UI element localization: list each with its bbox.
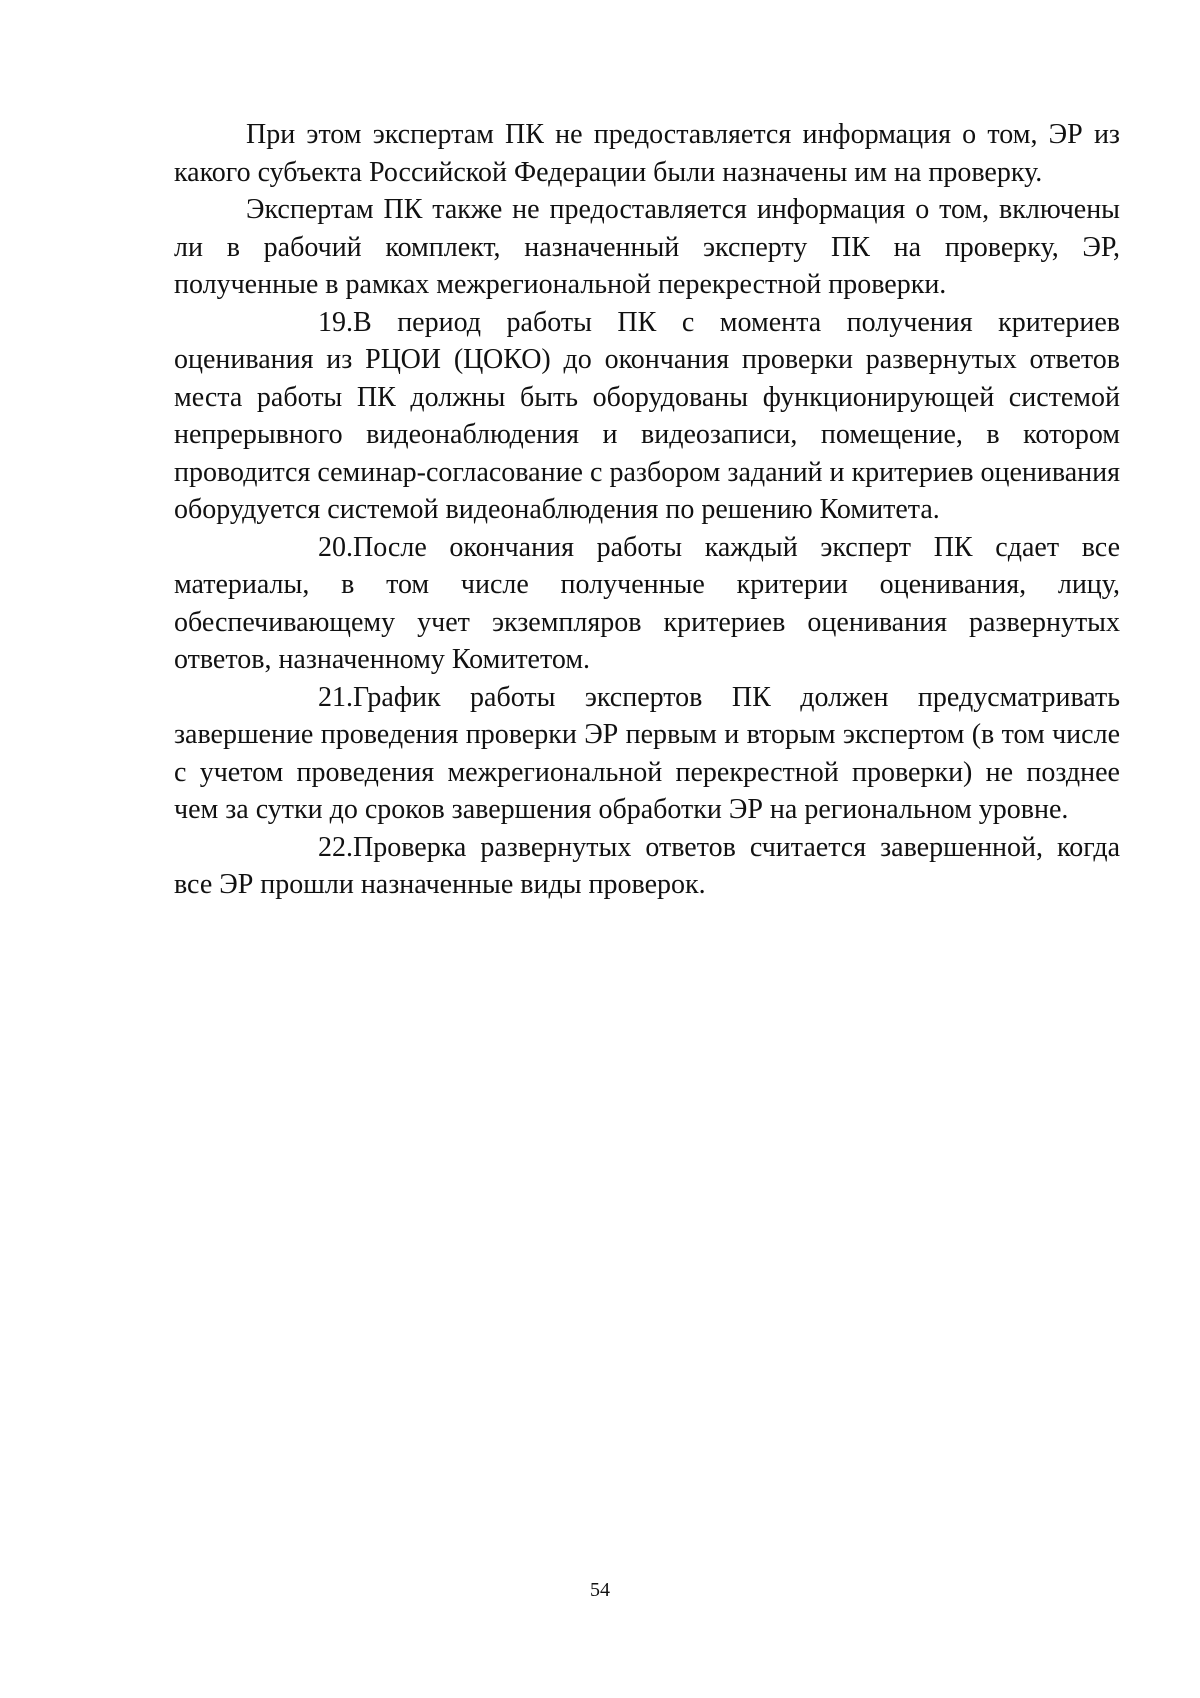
paragraph-text: Проверка развернутых ответов считается завершенной, когда все ЭР прошли назначенные виды проверок. xyxy=(174,831,1120,900)
paragraph-number: 20. xyxy=(318,531,353,563)
document-body xyxy=(174,116,1120,904)
paragraph-item-22 xyxy=(174,829,1120,904)
paragraph-number: 21. xyxy=(318,681,353,713)
paragraph-text: График работы экспертов ПК должен предусматривать завершение проведения проверки ЭР первым и вторым экспертом (в том числе с учетом проведения межрегиональной перекрестной проверки) не позднее чем за сутки до сроков завершения обработки ЭР на региональном уровне. xyxy=(174,681,1120,825)
paragraph-text: При этом экспертам ПК не предоставляется информация о том, ЭР из какого субъекта Российской Федерации были назначены им на проверку. xyxy=(174,119,1120,188)
paragraph-number: 22. xyxy=(318,831,353,863)
paragraph-item-19 xyxy=(174,304,1120,529)
paragraph-experts-region-info xyxy=(174,116,1120,191)
paragraph-number: 19. xyxy=(318,306,353,338)
paragraph-text: После окончания работы каждый эксперт ПК сдает все материалы, в том числе полученные критерии оценивания, лицу, обеспечивающему учет экземпляров критериев оценивания развернутых ответов, назначенному Комитетом. xyxy=(174,531,1120,675)
paragraph-text: В период работы ПК с момента получения критериев оценивания из РЦОИ (ЦОКО) до окончания проверки развернутых ответов места работы ПК должны быть оборудованы функционирующей системой непрерывного видеонаблюдения и видеозаписи, помещение, в котором проводится семинар-согласование с разбором заданий и критериев оценивания оборудуется системой видеонаблюдения по решению Комитета. xyxy=(174,306,1120,525)
paragraph-item-21 xyxy=(174,679,1120,829)
paragraph-item-20 xyxy=(174,529,1120,679)
page-number: 54 xyxy=(590,1579,610,1601)
paragraph-experts-cross-check-info xyxy=(174,191,1120,304)
paragraph-text: Экспертам ПК также не предоставляется информация о том, включены ли в рабочий комплект, назначенный эксперту ПК на проверку, ЭР, полученные в рамках межрегиональной перекрестной проверки. xyxy=(174,194,1120,300)
